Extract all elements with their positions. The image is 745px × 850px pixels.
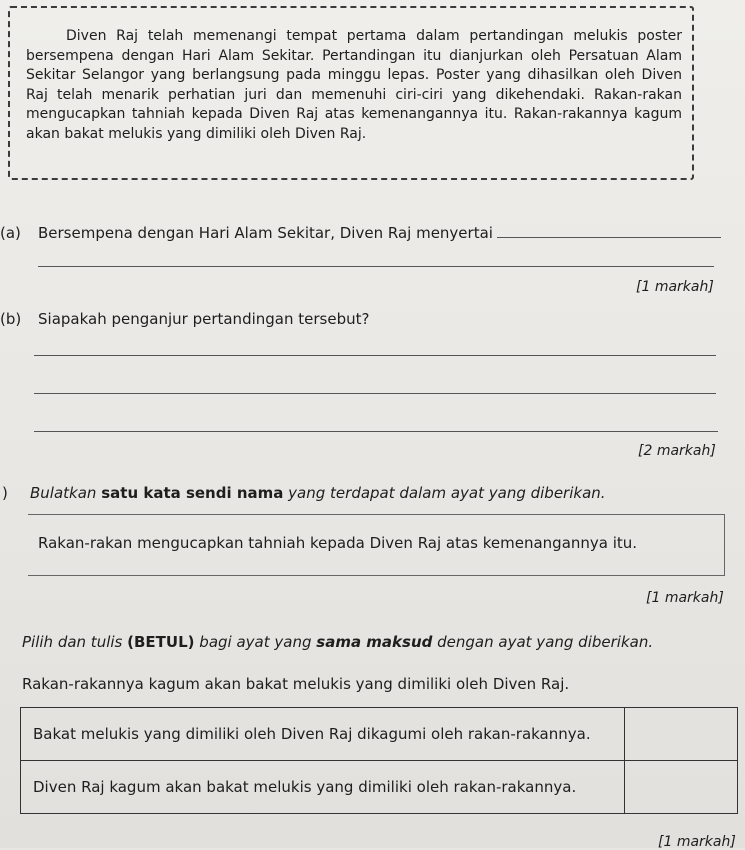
- instr-circle: Bulatkan: [30, 484, 97, 502]
- instr-kata-sendi: satu kata sendi nama: [101, 484, 284, 502]
- question-d-sentence: Rakan-rakannya kagum akan bakat melukis yang dimiliki oleh Diven Raj.: [22, 675, 570, 693]
- question-b-answer-line-2[interactable]: [34, 393, 716, 394]
- instr-dengan: dengan ayat yang diberikan.: [437, 633, 654, 651]
- question-a-marks: [1 markah]: [636, 279, 714, 295]
- question-d-instruction: [22, 633, 653, 651]
- question-b-answer-line-3[interactable]: [34, 431, 718, 432]
- instr-bagi: bagi ayat yang: [199, 633, 312, 651]
- question-c-instruction: [30, 484, 606, 502]
- question-d-marks: [1 markah]: [658, 834, 736, 850]
- question-b-text: Siapakah penganjur pertandingan tersebut?: [38, 310, 370, 328]
- instr-pilih: Pilih dan tulis: [22, 633, 123, 651]
- passage-body: Diven Raj telah memenangi tempat pertama dalam pertandingan melukis poster bersempena dengan Hari Alam Sekitar. Pertandingan itu dianjurkan oleh Persatuan Alam Sekitar Selangor yang berlangsung pada minggu lepas. Poster yang dihasilkan oleh Diven Raj telah menarik perhatian juri dan memenuhi ciri-ciri yang dikehendaki. Rakan-rakan mengucapkan tahniah kepada Diven Raj atas kemenangannya itu. Rakan-rakannya kagum akan bakat melukis yang dimiliki oleh Diven Raj.: [26, 28, 682, 142]
- option-row: [21, 761, 738, 814]
- instr-rest: yang terdapat dalam ayat yang diberikan.: [288, 484, 606, 502]
- question-a-letter: (a): [0, 224, 21, 242]
- question-c-sentence[interactable]: Rakan-rakan mengucapkan tahniah kepada Diven Raj atas kemenangannya itu.: [38, 534, 638, 552]
- question-c-sentence-box: [28, 514, 725, 576]
- question-a-answer-line[interactable]: [38, 266, 714, 267]
- question-d-options-table: [20, 707, 738, 814]
- question-b-letter: (b): [0, 310, 22, 328]
- instr-sama-maksud: sama maksud: [316, 633, 433, 651]
- option-1-text: Bakat melukis yang dimiliki oleh Diven Raj dikagumi oleh rakan-rakannya.: [21, 708, 625, 761]
- option-2-text: Diven Raj kagum akan bakat melukis yang dimiliki oleh rakan-rakannya.: [21, 761, 625, 814]
- question-c-marks: [1 markah]: [646, 590, 724, 606]
- question-b-marks: [2 markah]: [638, 443, 716, 459]
- instr-betul: (BETUL): [127, 633, 195, 651]
- question-a-prompt: Bersempena dengan Hari Alam Sekitar, Diven Raj menyertai: [38, 224, 493, 242]
- option-2-tick-box[interactable]: [625, 761, 738, 814]
- question-b-answer-line-1[interactable]: [34, 355, 716, 356]
- question-a-fill-line[interactable]: [497, 236, 721, 238]
- question-a-text: [38, 224, 721, 242]
- question-c-letter: ): [2, 484, 8, 502]
- option-1-tick-box[interactable]: [625, 708, 738, 761]
- option-row: [21, 708, 738, 761]
- passage-text: [26, 27, 682, 145]
